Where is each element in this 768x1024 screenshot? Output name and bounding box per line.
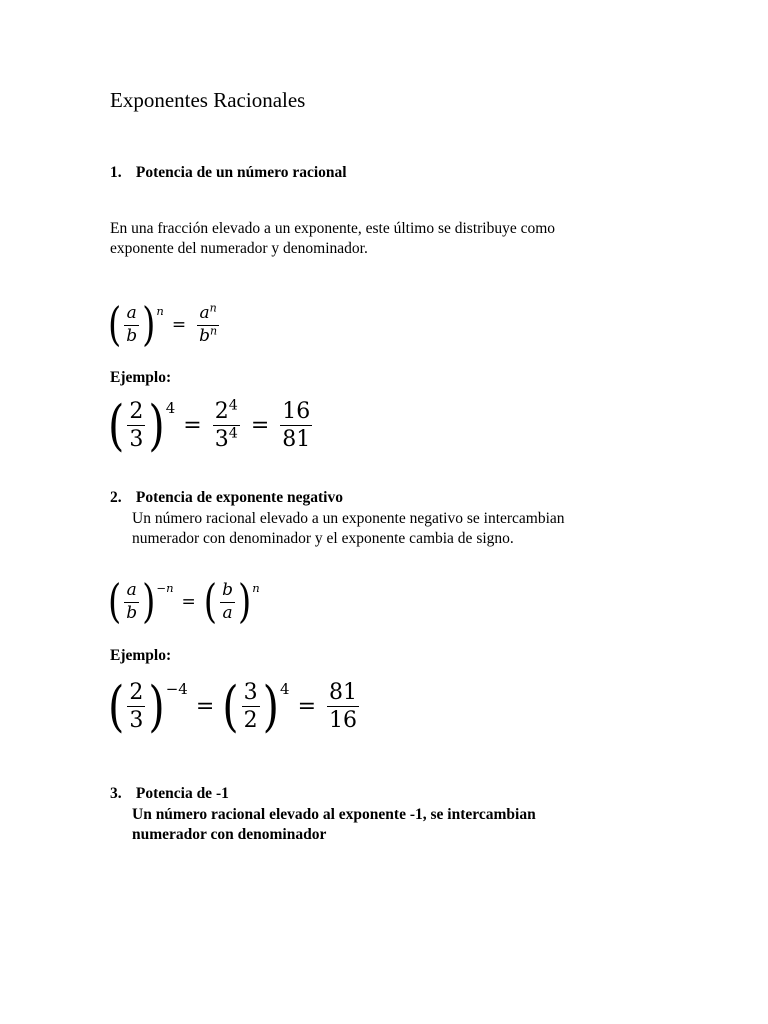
section-1-heading (110, 164, 347, 182)
left-paren-2: ( (203, 575, 218, 630)
result-denominator: 16 (329, 708, 357, 734)
middle-numerator: 3 (243, 680, 258, 705)
left-paren: ( (108, 393, 125, 457)
exponent: n (156, 304, 164, 319)
right-paren: ) (142, 575, 156, 630)
right-paren: ) (148, 674, 165, 738)
section-2-heading (110, 489, 343, 507)
right-paren: ) (148, 393, 165, 457)
numerator: 2 (129, 399, 144, 424)
section-3-number: 3. (110, 785, 122, 802)
exponent: 4 (165, 398, 176, 417)
equals-sign: = (195, 694, 215, 720)
result-numerator: 81 (329, 680, 357, 705)
section-1-paragraph-line-1: En una fracción elevado a un exponente, este último se distribuye como (110, 220, 556, 237)
section-1-example-label: Ejemplo: (110, 369, 172, 386)
left-paren: ( (108, 575, 122, 630)
denominator: 3 (129, 427, 144, 453)
section-3-paragraph (132, 805, 536, 845)
result-denominator: a (222, 602, 233, 623)
middle-denominator: $3^4$ (214, 425, 238, 453)
exponent: −4 (165, 679, 188, 698)
right-paren-2: ) (262, 674, 280, 738)
fraction-b-over-a (220, 582, 235, 623)
fraction-result (197, 301, 219, 346)
section-2-example-label: Ejemplo: (110, 647, 172, 664)
section-3-paragraph-line-2: numerador con denominador (132, 826, 327, 843)
section-1-title: Potencia de un número racional (135, 164, 347, 181)
result-denominator: 81 (282, 427, 311, 453)
fraction-result (327, 681, 359, 732)
fraction-result (280, 400, 312, 451)
section-1-paragraph-line-2: exponente del numerador y denominador. (110, 240, 368, 257)
equals-sign: = (171, 315, 187, 336)
section-2-paragraph-line-2: numerador con denominador y el exponente cambia de signo. (132, 530, 514, 547)
section-1-paragraph (110, 219, 555, 259)
denominator: 3 (129, 708, 144, 734)
equals-sign-2: = (297, 694, 316, 720)
left-paren: ( (108, 674, 125, 738)
equals-sign-2: = (250, 413, 270, 439)
section-3-heading (110, 785, 229, 803)
right-paren-2: ) (237, 575, 252, 630)
formula-power-of-fraction (108, 298, 222, 353)
result-numerator: b (222, 580, 233, 600)
left-paren: ( (108, 298, 122, 353)
section-3-paragraph-line-1: Un número racional elevado al exponente -1, se intercambian (132, 806, 536, 823)
result-denominator: $b^n$ (199, 324, 218, 346)
result-numerator: 16 (282, 399, 311, 424)
equals-sign: = (183, 413, 202, 439)
numerator: a (126, 580, 137, 600)
middle-exponent: 4 (280, 679, 290, 698)
result-numerator: $a^n$ (199, 301, 217, 323)
section-2-paragraph (132, 509, 565, 549)
exponent: −n (156, 581, 174, 596)
left-paren-2: ( (222, 674, 239, 738)
fraction-2-over-3 (127, 400, 145, 451)
section-2-paragraph-line-1: Un número racional elevado a un exponente negativo se intercambian (132, 510, 565, 527)
middle-denominator: 2 (243, 708, 258, 734)
formula-negative-exponent (108, 575, 260, 630)
middle-numerator: $2^4$ (214, 397, 238, 424)
fraction-middle (213, 397, 240, 453)
section-2-number: 2. (110, 489, 122, 506)
right-paren: ) (142, 298, 156, 353)
section-2-title: Potencia de exponente negativo (135, 489, 343, 506)
numerator: 2 (129, 680, 144, 705)
section-3-title: Potencia de -1 (135, 785, 229, 802)
example-2-formula (108, 674, 362, 738)
denominator: b (126, 602, 138, 623)
result-exponent: n (252, 581, 260, 596)
equals-sign: = (181, 592, 196, 613)
fraction-3-over-2 (242, 681, 260, 732)
fraction-2-over-3 (127, 681, 145, 732)
example-1-formula (108, 393, 315, 457)
numerator: a (126, 303, 137, 323)
denominator: b (126, 325, 138, 346)
page-title: Exponentes Racionales (110, 88, 306, 112)
fraction-a-over-b (124, 305, 139, 346)
section-1-number: 1. (110, 164, 122, 181)
fraction-a-over-b (124, 582, 139, 623)
